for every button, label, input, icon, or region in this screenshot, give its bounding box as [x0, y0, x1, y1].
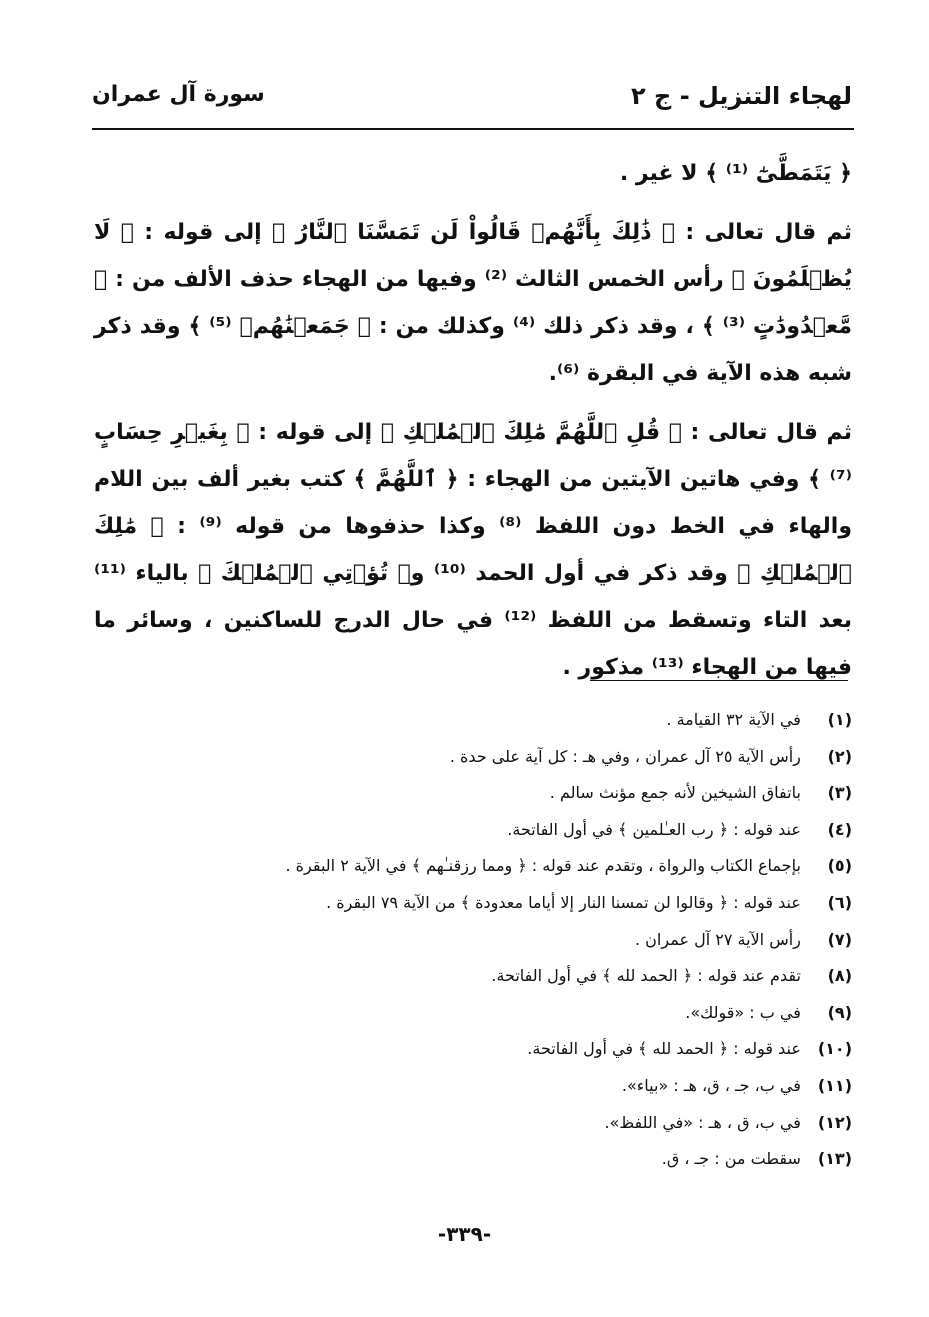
footnote-text: في ب، ق ، هـ : «في اللفظ». [604, 1112, 801, 1132]
footnote-number: (١٠) [817, 1039, 852, 1059]
footnote-item [200, 1031, 852, 1068]
footnote-text: عند قوله : ﴿ وقالوا لن تمسنا النار إلا أياما معدودة ﴾ من الآية ٧٩ البقرة . [326, 892, 801, 912]
footnote-number: (١٣) [817, 1149, 852, 1169]
surah-title: سورة آل عمران [92, 82, 265, 107]
paragraph-1: ﴿ يَتَمَطَّىٰٓ ⁽¹⁾ ﴾ لا غير . [619, 161, 852, 186]
footnote-number: (٧) [827, 929, 852, 949]
footnote-number: (٨) [827, 966, 852, 986]
paragraph-3: ثم قال تعالى : ﴿ قُلِ ٱللَّهُمَّ مَٰلِكَ ٱلۡمُلۡكِ ﴾ إلى قوله : ﴿ بِغَيۡرِ حِسَابٍ ⁽⁷⁾ ﴾ وفي هاتين الآيتين من الهجاء : ﴿ ٱللَّهُمَّ ﴾ كتب بغير ألف بين اللام والهاء في الخط دون اللفظ ⁽⁸⁾ وكذا حذفوها من قوله ⁽⁹⁾ : ﴿ مَٰلِكَ ٱلۡمُلۡكِ ﴾ وقد ذكر في أول الحمد ⁽¹⁰⁾ و﴿ تُؤۡتِي ٱلۡمُلۡكَ ﴾ بالياء ⁽¹¹⁾ بعد التاء وتسقط من اللفظ ⁽¹²⁾ في حال الدرج للساكنين ، وسائر ما فيها من الهجاء ⁽¹³⁾ مذكور . [94, 420, 853, 680]
footnote-item [200, 958, 852, 995]
footnote-divider [590, 680, 848, 681]
footnote-number: (١٢) [817, 1112, 852, 1132]
footnote-number: (٥) [827, 856, 852, 876]
footnotes-list [200, 702, 852, 1178]
footnote-text: في ب، جـ ، ق، هـ : «بياء». [621, 1075, 801, 1095]
book-title: لهجاء التنزيل - ج ٢ [631, 82, 852, 110]
footnote-item [200, 922, 852, 959]
footnote-item [200, 1068, 852, 1105]
footnote-number: (٢) [827, 746, 852, 766]
footnote-text: تقدم عند قوله : ﴿ الحمد لله ﴾ في أول الفاتحة. [491, 966, 801, 986]
footnote-text: سقطت من : جـ ، ق. [661, 1149, 801, 1169]
footnote-item [200, 848, 852, 885]
main-text [94, 150, 852, 691]
footnote-text: رأس الآية ٢٧ آل عمران . [635, 929, 801, 949]
footnote-number: (١) [827, 710, 852, 729]
paragraph-2: ثم قال تعالى : ﴿ ذَٰلِكَ بِأَنَّهُمۡ قَالُواْ لَن تَمَسَّنَا ٱلنَّارُ ﴾ إلى قوله : ﴿ لَا يُظۡلَمُونَ ﴾ رأس الخمس الثالث ⁽²⁾ وفيها من الهجاء حذف الألف من : ﴿ مَّعۡدُودَٰتٍ ⁽³⁾ ﴾ ، وقد ذكر ذلك ⁽⁴⁾ وكذلك من : ﴿ جَمَعۡنَٰهُمۡ ⁽⁵⁾ ﴾ وقد ذكر شبه هذه الآية في البقرة ⁽⁶⁾. [94, 220, 852, 386]
footnote-number: (٣) [827, 783, 852, 803]
footnote-item [200, 812, 852, 849]
footnote-text: في ب : «قولك». [685, 1002, 801, 1022]
footnote-text: بإجماع الكتاب والرواة ، وتقدم عند قوله : ﴿ ومما رزقنـٰهم ﴾ في الآية ٢ البقرة . [285, 856, 801, 876]
header-divider [92, 128, 854, 130]
footnote-text: باتفاق الشيخين لأنه جمع مؤنث سالم . [549, 783, 801, 803]
footnote-number: (٦) [827, 892, 852, 912]
footnote-item [200, 885, 852, 922]
footnote-item [200, 739, 852, 776]
footnote-number: (٤) [827, 819, 852, 839]
footnote-text: عند قوله : ﴿ رب العـٰلمين ﴾ في أول الفاتحة. [507, 819, 801, 839]
footnote-text: في الآية ٣٢ القيامة . [666, 710, 801, 729]
page-header [92, 82, 852, 128]
footnote-item [200, 775, 852, 812]
footnote-text: رأس الآية ٢٥ آل عمران ، وفي هـ : كل آية على حدة . [449, 746, 801, 766]
footnote-item [200, 995, 852, 1032]
page-number: -٣٣٩- [437, 1222, 492, 1246]
footnote-number: (١١) [817, 1075, 852, 1095]
footnote-text: عند قوله : ﴿ الحمد لله ﴾ في أول الفاتحة. [527, 1039, 801, 1059]
footnote-item [200, 1141, 852, 1178]
footnote-number: (٩) [827, 1002, 852, 1022]
footnote-item [200, 1105, 852, 1142]
footnote-item [200, 702, 852, 739]
